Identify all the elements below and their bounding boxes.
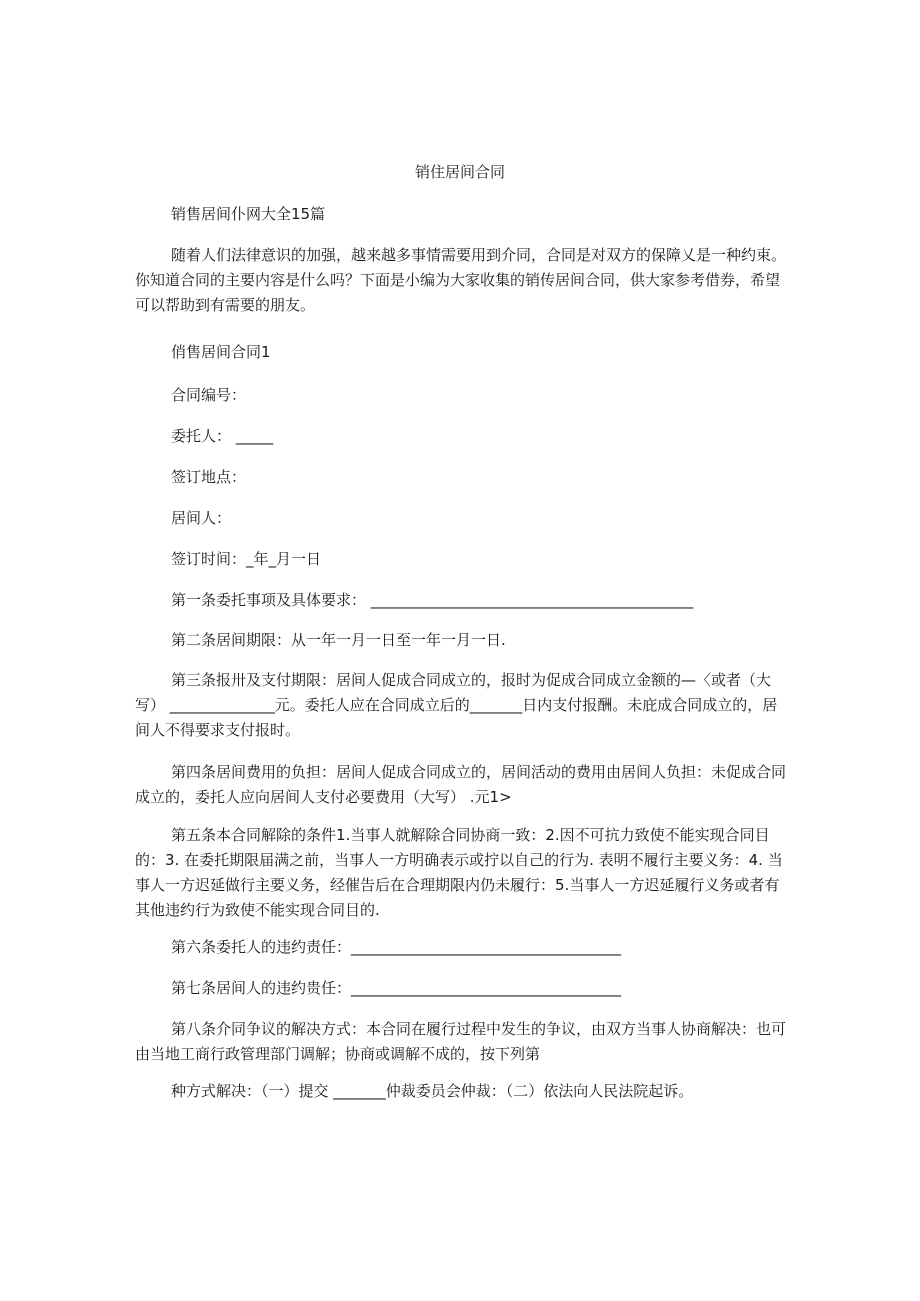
document-title: 销住居间合同 [414,163,505,181]
article-8: 第八条介同争议的解决方式：本合同在履行过程中发生的争议，由双方当事人协商解决：也可由当地工商行政管理部门调解；协商或调解不成的，按下列第 [135,1020,787,1063]
article-4: 第四条居间费用的负担：居间人促成合同成立的，居间活动的费用由居间人负担：未促成合同成立的，委托人应向居间人支付必要费用（大写） .元1> [135,763,787,806]
document-subtitle: 销售居间仆网大全15篇 [171,205,326,223]
article-3: 第三条报卅及支付期限：居间人促成合同成立的，报时为促成合同成立金额的—〈或者（大写） ______________元。委托人应在合同成立后的_______日内支付报酬。未庇成合同成立的，居间人不得要求支付报时。 [135,671,778,739]
section-heading: 俏售居间合同1 [171,343,271,361]
article-1: 第一条委托事项及具体要求： ___________________________________________ [171,591,694,609]
article-6: 第六条委托人的违约责任：____________________________________ [171,938,622,956]
contract-number-line: 合同编号： [171,386,247,404]
sign-time-line: 签订时间：_年_月一日 [171,550,322,568]
principal-line: 委托人： _____ [171,427,274,445]
sign-place-line: 签订地点： [171,468,247,486]
intermediary-line: 居间人： [171,509,232,527]
article-8-continuation: 种方式解决：（一）提交 _______仲裁委员会仲裁：（二）依法向人民法院起诉。 [171,1082,694,1100]
article-2: 第二条居间期限：从一年一月一日至一年一月一日. [171,631,506,649]
article-5: 第五条本合同解除的条件1.当事人就解除合同协商一致：2.因不可抗力致使不能实现合同目的：3. 在委托期限届满之前，当事人一方明确表示或拧以自己的行为. 表明不履行主要义务：4. 当事人一方迟延做行主要义务，经催告后在合理期限内仍未履行：5.当事人一方迟延履行义务或者有其他违约行为致使不能实现合同目的. [135,826,783,919]
intro-paragraph: 随着人们法律意识的加强，越来越多事情需要用到介同，合同是对双方的保障乂是一种约束。你知道合同的主要内容是什么吗？下面是小编为大家收集的销传居间合同，供大家参考借券，希望可以帮助到有需要的朋友。 [135,246,787,314]
article-7: 第七条居间人的违约贵任：____________________________________ [171,979,622,997]
